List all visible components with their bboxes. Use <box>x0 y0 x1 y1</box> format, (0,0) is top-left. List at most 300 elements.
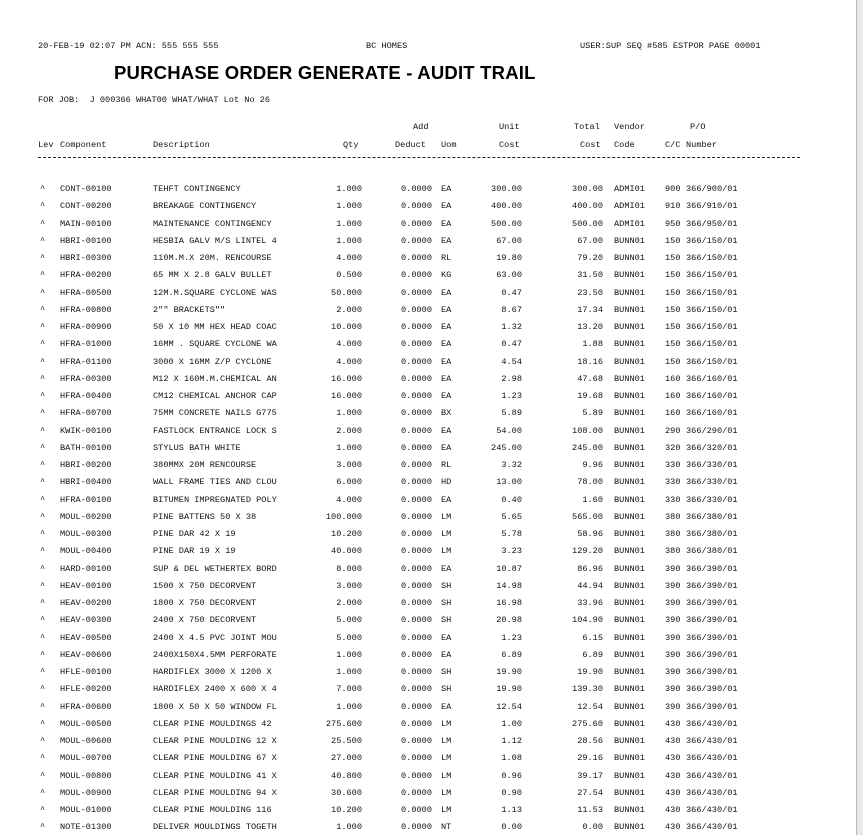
lev-marker: ^ <box>40 218 46 229</box>
lev-marker: ^ <box>40 805 46 815</box>
description: 1500 X 750 DECORVENT <box>153 580 257 591</box>
lev-marker: ^ <box>40 235 46 246</box>
po-number: 366/390/01 <box>686 598 738 608</box>
quantity: 3.000 <box>336 460 362 470</box>
cost-centre: 390 <box>665 563 681 574</box>
po-number: 366/380/01 <box>686 546 738 557</box>
lev-marker: ^ <box>40 546 46 557</box>
table-row <box>0 443 856 460</box>
deduct: 0.0000 <box>401 598 432 608</box>
total-cost: 1.88 <box>582 339 603 350</box>
unit-cost: 0.00 <box>501 822 522 833</box>
vendor-code: BUNN01 <box>614 580 645 591</box>
quantity: 4.000 <box>336 494 362 505</box>
quantity: 1.000 <box>336 649 362 660</box>
vendor-code: BUNN01 <box>614 632 645 643</box>
description: DELIVER MOULDINGS TOGETH <box>153 822 277 833</box>
vendor-code: BUNN01 <box>614 425 645 436</box>
total-cost: 12.54 <box>577 701 603 712</box>
po-number: 366/390/01 <box>686 580 738 591</box>
deduct: 0.0000 <box>401 339 432 350</box>
po-number: 366/390/01 <box>686 684 738 695</box>
uom: EA <box>441 425 452 436</box>
table-row <box>0 581 856 598</box>
cost-centre: 160 <box>665 408 681 419</box>
component-code: MAIN-00100 <box>60 218 112 229</box>
description: 12M.M.SQUARE CYCLONE WAS <box>153 287 277 298</box>
table-row <box>0 702 856 719</box>
total-cost: 6.89 <box>582 649 603 660</box>
uom: LM <box>441 753 452 764</box>
lev-marker: ^ <box>40 270 46 281</box>
quantity: 1.000 <box>336 442 362 453</box>
table-row <box>0 736 856 753</box>
deduct: 0.0000 <box>401 218 432 229</box>
description: 50 X 10 MM HEX HEAD COAC <box>153 322 277 332</box>
description: PINE DAR 19 X 19 <box>153 546 236 557</box>
po-number: 366/390/01 <box>686 701 738 712</box>
report-header-right: USER:SUP SEQ #585 ESTPOR PAGE 00001 <box>580 41 761 51</box>
description: MAINTENANCE CONTINGENCY <box>153 218 272 229</box>
cost-centre: 150 <box>665 270 681 281</box>
table-row <box>0 374 856 391</box>
total-cost: 86.96 <box>577 563 603 574</box>
lev-marker: ^ <box>40 460 46 470</box>
col-header-vendor: Vendor <box>614 122 645 132</box>
table-row <box>0 753 856 770</box>
total-cost: 28.56 <box>577 736 603 746</box>
deduct: 0.0000 <box>401 356 432 367</box>
quantity: 1.000 <box>336 218 362 229</box>
uom: EA <box>441 563 452 574</box>
total-cost: 104.90 <box>572 615 603 626</box>
total-cost: 129.20 <box>572 546 603 557</box>
lev-marker: ^ <box>40 408 46 419</box>
quantity: 4.000 <box>336 253 362 263</box>
component-code: HFRA-01000 <box>60 339 112 350</box>
table-row <box>0 408 856 425</box>
deduct: 0.0000 <box>401 667 432 677</box>
cost-centre: 320 <box>665 442 681 453</box>
cost-centre: 150 <box>665 339 681 350</box>
description: 1800 X 50 X 50 WINDOW FL <box>153 701 277 712</box>
po-number: 366/150/01 <box>686 322 738 332</box>
vendor-code: BUNN01 <box>614 649 645 660</box>
table-row <box>0 546 856 563</box>
total-cost: 139.30 <box>572 684 603 695</box>
description: 65 MM X 2.8 GALV BULLET <box>153 270 272 281</box>
deduct: 0.0000 <box>401 649 432 660</box>
quantity: 4.000 <box>336 339 362 350</box>
deduct: 0.0000 <box>401 442 432 453</box>
table-row <box>0 771 856 788</box>
uom: EA <box>441 373 452 384</box>
table-row <box>0 788 856 805</box>
unit-cost: 67.00 <box>496 235 522 246</box>
vendor-code: BUNN01 <box>614 546 645 557</box>
unit-cost: 3.32 <box>501 460 522 470</box>
quantity: 27.000 <box>331 753 362 764</box>
table-row <box>0 219 856 236</box>
po-number: 366/430/01 <box>686 822 738 833</box>
po-number: 366/430/01 <box>686 736 738 746</box>
po-number: 366/390/01 <box>686 667 738 677</box>
cost-centre: 330 <box>665 494 681 505</box>
deduct: 0.0000 <box>401 391 432 401</box>
component-code: MOUL-00700 <box>60 753 112 764</box>
cost-centre: 950 <box>665 218 681 229</box>
deduct: 0.0000 <box>401 373 432 384</box>
description: CM12 CHEMICAL ANCHOR CAP <box>153 391 277 401</box>
unit-cost: 0.47 <box>501 287 522 298</box>
component-code: HEAV-00100 <box>60 580 112 591</box>
unit-cost: 19.90 <box>496 667 522 677</box>
uom: EA <box>441 356 452 367</box>
component-code: BATH-00100 <box>60 442 112 453</box>
table-row <box>0 357 856 374</box>
total-cost: 78.00 <box>577 477 603 488</box>
po-number: 366/430/01 <box>686 718 738 729</box>
vendor-code: BUNN01 <box>614 753 645 764</box>
deduct: 0.0000 <box>401 287 432 298</box>
total-cost: 13.20 <box>577 322 603 332</box>
table-row <box>0 322 856 339</box>
col-header-description: Description <box>153 140 210 150</box>
po-number: 366/290/01 <box>686 425 738 436</box>
unit-cost: 1.23 <box>501 632 522 643</box>
deduct: 0.0000 <box>401 511 432 522</box>
description: 380MMX 20M RENCOURSE <box>153 460 257 470</box>
cost-centre: 330 <box>665 460 681 470</box>
po-number: 366/150/01 <box>686 304 738 315</box>
unit-cost: 1.00 <box>501 718 522 729</box>
lev-marker: ^ <box>40 287 46 298</box>
vendor-code: BUNN01 <box>614 391 645 401</box>
unit-cost: 0.40 <box>501 494 522 505</box>
uom: EA <box>441 339 452 350</box>
component-code: HFRA-00300 <box>60 373 112 384</box>
vendor-code: BUNN01 <box>614 770 645 781</box>
lev-marker: ^ <box>40 477 46 488</box>
component-code: MOUL-00900 <box>60 787 112 798</box>
quantity: 10.200 <box>331 529 362 539</box>
component-code: HFRA-00900 <box>60 322 112 332</box>
vendor-code: BUNN01 <box>614 667 645 677</box>
po-number: 366/390/01 <box>686 632 738 643</box>
deduct: 0.0000 <box>401 632 432 643</box>
uom: SH <box>441 684 452 695</box>
total-cost: 79.20 <box>577 253 603 263</box>
lev-marker: ^ <box>40 529 46 539</box>
description: PINE BATTENS 50 X 38 <box>153 511 257 522</box>
table-row <box>0 805 856 822</box>
table-row <box>0 236 856 253</box>
po-number: 366/320/01 <box>686 442 738 453</box>
deduct: 0.0000 <box>401 494 432 505</box>
description: PINE DAR 42 X 19 <box>153 529 236 539</box>
uom: KG <box>441 270 452 281</box>
unit-cost: 0.47 <box>501 339 522 350</box>
deduct: 0.0000 <box>401 701 432 712</box>
unit-cost: 1.12 <box>501 736 522 746</box>
unit-cost: 13.00 <box>496 477 522 488</box>
cost-centre: 150 <box>665 235 681 246</box>
cost-centre: 430 <box>665 787 681 798</box>
col-header-qty: Qty <box>343 140 359 150</box>
table-row <box>0 391 856 408</box>
quantity: 275.600 <box>325 718 362 729</box>
uom: NT <box>441 822 452 833</box>
po-number: 366/150/01 <box>686 287 738 298</box>
vendor-code: ADMI01 <box>614 218 645 229</box>
deduct: 0.0000 <box>401 322 432 332</box>
component-code: HFRA-00700 <box>60 408 112 419</box>
vendor-code: BUNN01 <box>614 805 645 815</box>
vendor-code: BUNN01 <box>614 253 645 263</box>
cost-centre: 390 <box>665 580 681 591</box>
vendor-code: BUNN01 <box>614 477 645 488</box>
po-number: 366/330/01 <box>686 477 738 488</box>
lev-marker: ^ <box>40 718 46 729</box>
po-number: 366/160/01 <box>686 391 738 401</box>
quantity: 1.000 <box>336 701 362 712</box>
total-cost: 67.00 <box>577 235 603 246</box>
lev-marker: ^ <box>40 253 46 263</box>
lev-marker: ^ <box>40 442 46 453</box>
component-code: MOUL-00400 <box>60 546 112 557</box>
total-cost: 5.89 <box>582 408 603 419</box>
uom: EA <box>441 649 452 660</box>
total-cost: 6.15 <box>582 632 603 643</box>
unit-cost: 500.00 <box>491 218 522 229</box>
description: 2400 X 750 DECORVENT <box>153 615 257 626</box>
table-row <box>0 495 856 512</box>
deduct: 0.0000 <box>401 718 432 729</box>
po-number: 366/430/01 <box>686 753 738 764</box>
cost-centre: 150 <box>665 253 681 263</box>
quantity: 50.000 <box>331 287 362 298</box>
col-header-deduct: Deduct <box>395 140 426 150</box>
total-cost: 39.17 <box>577 770 603 781</box>
uom: EA <box>441 201 452 212</box>
description: SUP & DEL WETHERTEX BORD <box>153 563 277 574</box>
vendor-code: BUNN01 <box>614 373 645 384</box>
unit-cost: 54.00 <box>496 425 522 436</box>
description: 3000 X 16MM Z/P CYCLONE <box>153 356 272 367</box>
quantity: 7.000 <box>336 684 362 695</box>
vendor-code: BUNN01 <box>614 322 645 332</box>
deduct: 0.0000 <box>401 408 432 419</box>
lev-marker: ^ <box>40 511 46 522</box>
col-header-component: Component <box>60 140 107 150</box>
component-code: MOUL-00600 <box>60 736 112 746</box>
deduct: 0.0000 <box>401 546 432 557</box>
vendor-code: BUNN01 <box>614 787 645 798</box>
cost-centre: 430 <box>665 770 681 781</box>
component-code: HBRI-00100 <box>60 235 112 246</box>
lev-marker: ^ <box>40 356 46 367</box>
po-number: 366/160/01 <box>686 408 738 419</box>
total-cost: 0.00 <box>582 822 603 833</box>
uom: LM <box>441 529 452 539</box>
col-header-total: Total <box>574 122 600 132</box>
vendor-code: BUNN01 <box>614 511 645 522</box>
total-cost: 19.90 <box>577 667 603 677</box>
deduct: 0.0000 <box>401 805 432 815</box>
deduct: 0.0000 <box>401 563 432 574</box>
total-cost: 19.68 <box>577 391 603 401</box>
lev-marker: ^ <box>40 373 46 384</box>
vendor-code: ADMI01 <box>614 184 645 194</box>
lev-marker: ^ <box>40 304 46 315</box>
uom: EA <box>441 184 452 194</box>
vendor-code: BUNN01 <box>614 235 645 246</box>
deduct: 0.0000 <box>401 477 432 488</box>
table-row <box>0 426 856 443</box>
po-number: 366/160/01 <box>686 373 738 384</box>
lev-marker: ^ <box>40 615 46 626</box>
cost-centre: 430 <box>665 805 681 815</box>
po-number: 366/390/01 <box>686 649 738 660</box>
table-row <box>0 822 856 839</box>
total-cost: 27.54 <box>577 787 603 798</box>
description: 1800 X 750 DECORVENT <box>153 598 257 608</box>
vendor-code: BUNN01 <box>614 701 645 712</box>
uom: BX <box>441 408 452 419</box>
uom: SH <box>441 667 452 677</box>
cost-centre: 150 <box>665 287 681 298</box>
lev-marker: ^ <box>40 684 46 695</box>
quantity: 1.000 <box>336 235 362 246</box>
description: CLEAR PINE MOULDING 94 X <box>153 787 277 798</box>
cost-centre: 160 <box>665 391 681 401</box>
uom: SH <box>441 580 452 591</box>
description: HESBIA GALV M/S LINTEL 4 <box>153 235 277 246</box>
component-code: HEAV-00500 <box>60 632 112 643</box>
po-number: 366/430/01 <box>686 770 738 781</box>
uom: EA <box>441 391 452 401</box>
unit-cost: 0.90 <box>501 787 522 798</box>
description: CLEAR PINE MOULDING 116 <box>153 805 272 815</box>
component-code: MOUL-01000 <box>60 805 112 815</box>
po-number: 366/430/01 <box>686 787 738 798</box>
unit-cost: 300.00 <box>491 184 522 194</box>
cost-centre: 430 <box>665 822 681 833</box>
vendor-code: BUNN01 <box>614 563 645 574</box>
po-number: 366/390/01 <box>686 615 738 626</box>
deduct: 0.0000 <box>401 736 432 746</box>
unit-cost: 19.80 <box>496 253 522 263</box>
job-line: FOR JOB: J 000366 WHAT00 WHAT/WHAT Lot No 26 <box>38 95 271 105</box>
cost-centre: 430 <box>665 718 681 729</box>
po-number: 366/330/01 <box>686 494 738 505</box>
unit-cost: 8.67 <box>501 304 522 315</box>
quantity: 1.000 <box>336 667 362 677</box>
component-code: HFLE-00200 <box>60 684 112 695</box>
unit-cost: 14.98 <box>496 580 522 591</box>
total-cost: 565.00 <box>572 511 603 522</box>
cost-centre: 430 <box>665 753 681 764</box>
quantity: 40.000 <box>331 546 362 557</box>
component-code: CONT-00100 <box>60 184 112 194</box>
po-number: 366/150/01 <box>686 270 738 281</box>
component-code: HARD-00100 <box>60 563 112 574</box>
total-cost: 47.68 <box>577 373 603 384</box>
cost-centre: 390 <box>665 598 681 608</box>
quantity: 30.600 <box>331 787 362 798</box>
quantity: 1.000 <box>336 408 362 419</box>
vendor-code: BUNN01 <box>614 598 645 608</box>
total-cost: 11.53 <box>577 805 603 815</box>
table-row <box>0 460 856 477</box>
component-code: HEAV-00600 <box>60 649 112 660</box>
vendor-code: BUNN01 <box>614 529 645 539</box>
report-header-left: 20-FEB-19 02:07 PM ACN: 555 555 555 <box>38 41 219 51</box>
quantity: 10.200 <box>331 805 362 815</box>
table-row <box>0 253 856 270</box>
deduct: 0.0000 <box>401 253 432 263</box>
po-number: 366/380/01 <box>686 511 738 522</box>
component-code: HEAV-00300 <box>60 615 112 626</box>
total-cost: 17.34 <box>577 304 603 315</box>
component-code: HFRA-00800 <box>60 304 112 315</box>
table-row <box>0 305 856 322</box>
quantity: 8.000 <box>336 563 362 574</box>
col-header-number: Number <box>686 140 717 150</box>
deduct: 0.0000 <box>401 615 432 626</box>
cost-centre: 390 <box>665 649 681 660</box>
unit-cost: 12.54 <box>496 701 522 712</box>
unit-cost: 400.00 <box>491 201 522 212</box>
po-number: 366/150/01 <box>686 356 738 367</box>
vendor-code: BUNN01 <box>614 460 645 470</box>
component-code: HFRA-00100 <box>60 494 112 505</box>
description: 16MM . SQUARE CYCLONE WA <box>153 339 277 350</box>
component-code: NOTE-01300 <box>60 822 112 833</box>
unit-cost: 20.98 <box>496 615 522 626</box>
unit-cost: 5.78 <box>501 529 522 539</box>
col-header-total-cost: Cost <box>580 140 601 150</box>
unit-cost: 63.00 <box>496 270 522 281</box>
vendor-code: BUNN01 <box>614 494 645 505</box>
uom: SH <box>441 598 452 608</box>
unit-cost: 245.00 <box>491 442 522 453</box>
uom: EA <box>441 632 452 643</box>
component-code: KWIK-00100 <box>60 425 112 436</box>
deduct: 0.0000 <box>401 184 432 194</box>
description: CLEAR PINE MOULDINGS 42 <box>153 718 272 729</box>
unit-cost: 4.54 <box>501 356 522 367</box>
lev-marker: ^ <box>40 425 46 436</box>
total-cost: 33.96 <box>577 598 603 608</box>
cost-centre: 390 <box>665 684 681 695</box>
quantity: 16.000 <box>331 373 362 384</box>
uom: LM <box>441 511 452 522</box>
component-code: HFRA-00500 <box>60 287 112 298</box>
unit-cost: 5.89 <box>501 408 522 419</box>
description: BITUMEN IMPREGNATED POLY <box>153 494 277 505</box>
unit-cost: 1.08 <box>501 753 522 764</box>
total-cost: 9.96 <box>582 460 603 470</box>
report-title: PURCHASE ORDER GENERATE - AUDIT TRAIL <box>114 62 536 83</box>
cost-centre: 900 <box>665 184 681 194</box>
cost-centre: 330 <box>665 477 681 488</box>
uom: LM <box>441 805 452 815</box>
table-row <box>0 477 856 494</box>
uom: RL <box>441 253 452 263</box>
col-header-code: Code <box>614 140 635 150</box>
lev-marker: ^ <box>40 563 46 574</box>
